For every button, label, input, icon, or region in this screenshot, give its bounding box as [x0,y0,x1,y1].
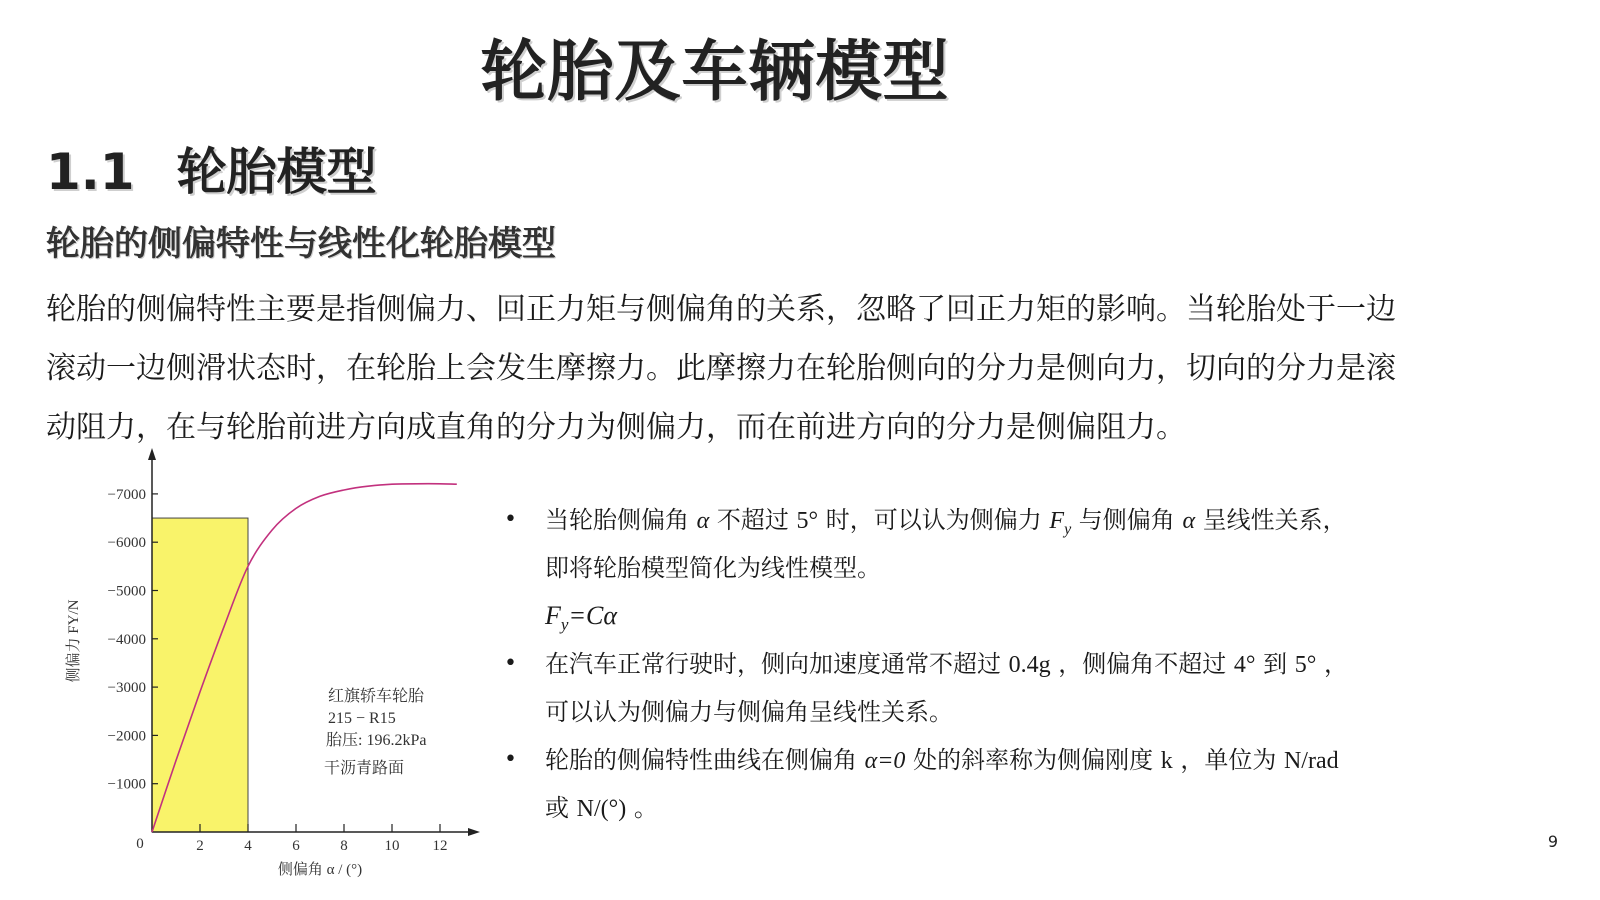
linear-region-highlight [152,518,248,832]
x-tick-label: 2 [196,838,204,854]
text-run: 不超过 [709,506,797,534]
body-paragraph [46,280,1536,457]
formula-force: F [545,601,561,630]
x-axis-arrow [468,828,480,836]
bullet-item [500,496,1420,544]
text-run: 在汽车正常行驶时，侧向加速度通常不超过 [545,650,1009,678]
tire-annotation [324,687,426,777]
y-tick-label: −4000 [107,631,146,648]
formula-subscript: y [560,615,569,635]
acceleration-value: 0.4g [1008,652,1051,678]
y-axis-title: 侧偏力 FY/N [66,599,82,683]
text-run: 时，可以认为侧偏力 [818,506,1050,534]
origin-label: 0 [136,836,144,852]
alpha-symbol: α [1182,508,1196,534]
y-axis-arrow [148,448,156,460]
angle-value: 4° [1233,652,1256,678]
section-number: 1.1 [46,143,135,201]
y-tick-label: −5000 [107,583,146,600]
x-tick-label: 6 [292,838,300,854]
section-title: 轮胎模型 [176,143,377,201]
subsection-heading: 轮胎的侧偏特性与线性化轮胎模型 [46,224,556,264]
bullet-dot: • [504,651,517,676]
text-run: 处的斜率称为侧偏刚度 [905,746,1161,774]
text-run: 轮胎的侧偏特性曲线在侧偏角 [545,746,865,774]
annotation-line: 215 − R15 [328,710,396,727]
paragraph-line: 滚动一边侧滑状态时，在轮胎上会发生摩擦力。此摩擦力在轮胎侧向的分力是侧向力，切向的分力是滚 [46,351,1396,386]
angle-value: 5° [796,508,819,534]
x-tick-label: 10 [384,838,400,854]
bullet-item [500,736,1420,784]
y-tick-label: −1000 [107,776,146,793]
y-axis-label [65,599,82,682]
paragraph-line: 动阻力，在与轮胎前进方向成直角的分力为侧偏力，而在前进方向的分力是侧偏阻力。 [46,410,1186,445]
text-run: ，侧偏角不超过 [1050,650,1234,678]
alpha-zero-expression: α=0 [864,748,906,774]
slide-title: 轮胎及车辆模型 [480,33,950,110]
paragraph-line: 轮胎的侧偏特性主要是指侧偏力、回正力矩与侧偏角的关系，忽略了回正力矩的影响。当轮胎处于一边 [46,292,1396,327]
angle-value: 5° [1294,652,1317,678]
force-symbol: F [1049,508,1065,534]
bullet-dot: • [504,507,517,532]
x-axis-title: 侧偏角 α / (°) [277,862,363,878]
y-tick-label: −3000 [107,680,146,697]
bullet-dot: • [504,747,517,772]
annotation-line: 红旗轿车轮胎 [328,688,425,705]
annotation-line: 干沥青路面 [324,760,405,777]
force-subscript: y [1064,520,1072,538]
annotation-line: 胎压: 196.2kPa [326,732,427,749]
section-heading [46,132,377,204]
formula [500,592,1420,640]
text-run: 到 [1255,650,1295,678]
text-run: 或 [545,794,577,822]
unit-value: N/rad [1283,748,1339,774]
text-run: 呈线性关系， [1195,506,1347,534]
text-run: ， [1316,650,1349,678]
bullet-list [500,496,1420,832]
bullet-continuation [500,784,1420,832]
x-tick-label: 12 [432,838,448,854]
text-run: 。 [626,794,658,822]
text-run: ，单位为 [1172,746,1284,774]
unit-value: N/(°) [576,796,627,822]
y-tick-label: −2000 [107,728,146,745]
bullet-continuation: 可以认为侧偏力与侧偏角呈线性关系。 [545,698,953,726]
y-tick-label: −7000 [107,486,146,503]
bullet-continuation: 即将轮胎模型简化为线性模型。 [545,554,881,582]
stiffness-symbol: k [1160,748,1173,774]
bullet-item [500,640,1420,688]
page-number: 9 [1547,832,1558,851]
formula-rest: =Cα [568,601,617,630]
text-run: 与侧偏角 [1071,506,1183,534]
text-run: 当轮胎侧偏角 [545,506,697,534]
x-tick-label: 4 [244,838,252,854]
y-tick-label: −6000 [107,535,146,552]
alpha-symbol: α [696,508,710,534]
x-tick-label: 8 [340,838,348,854]
cornering-force-chart [58,446,498,882]
